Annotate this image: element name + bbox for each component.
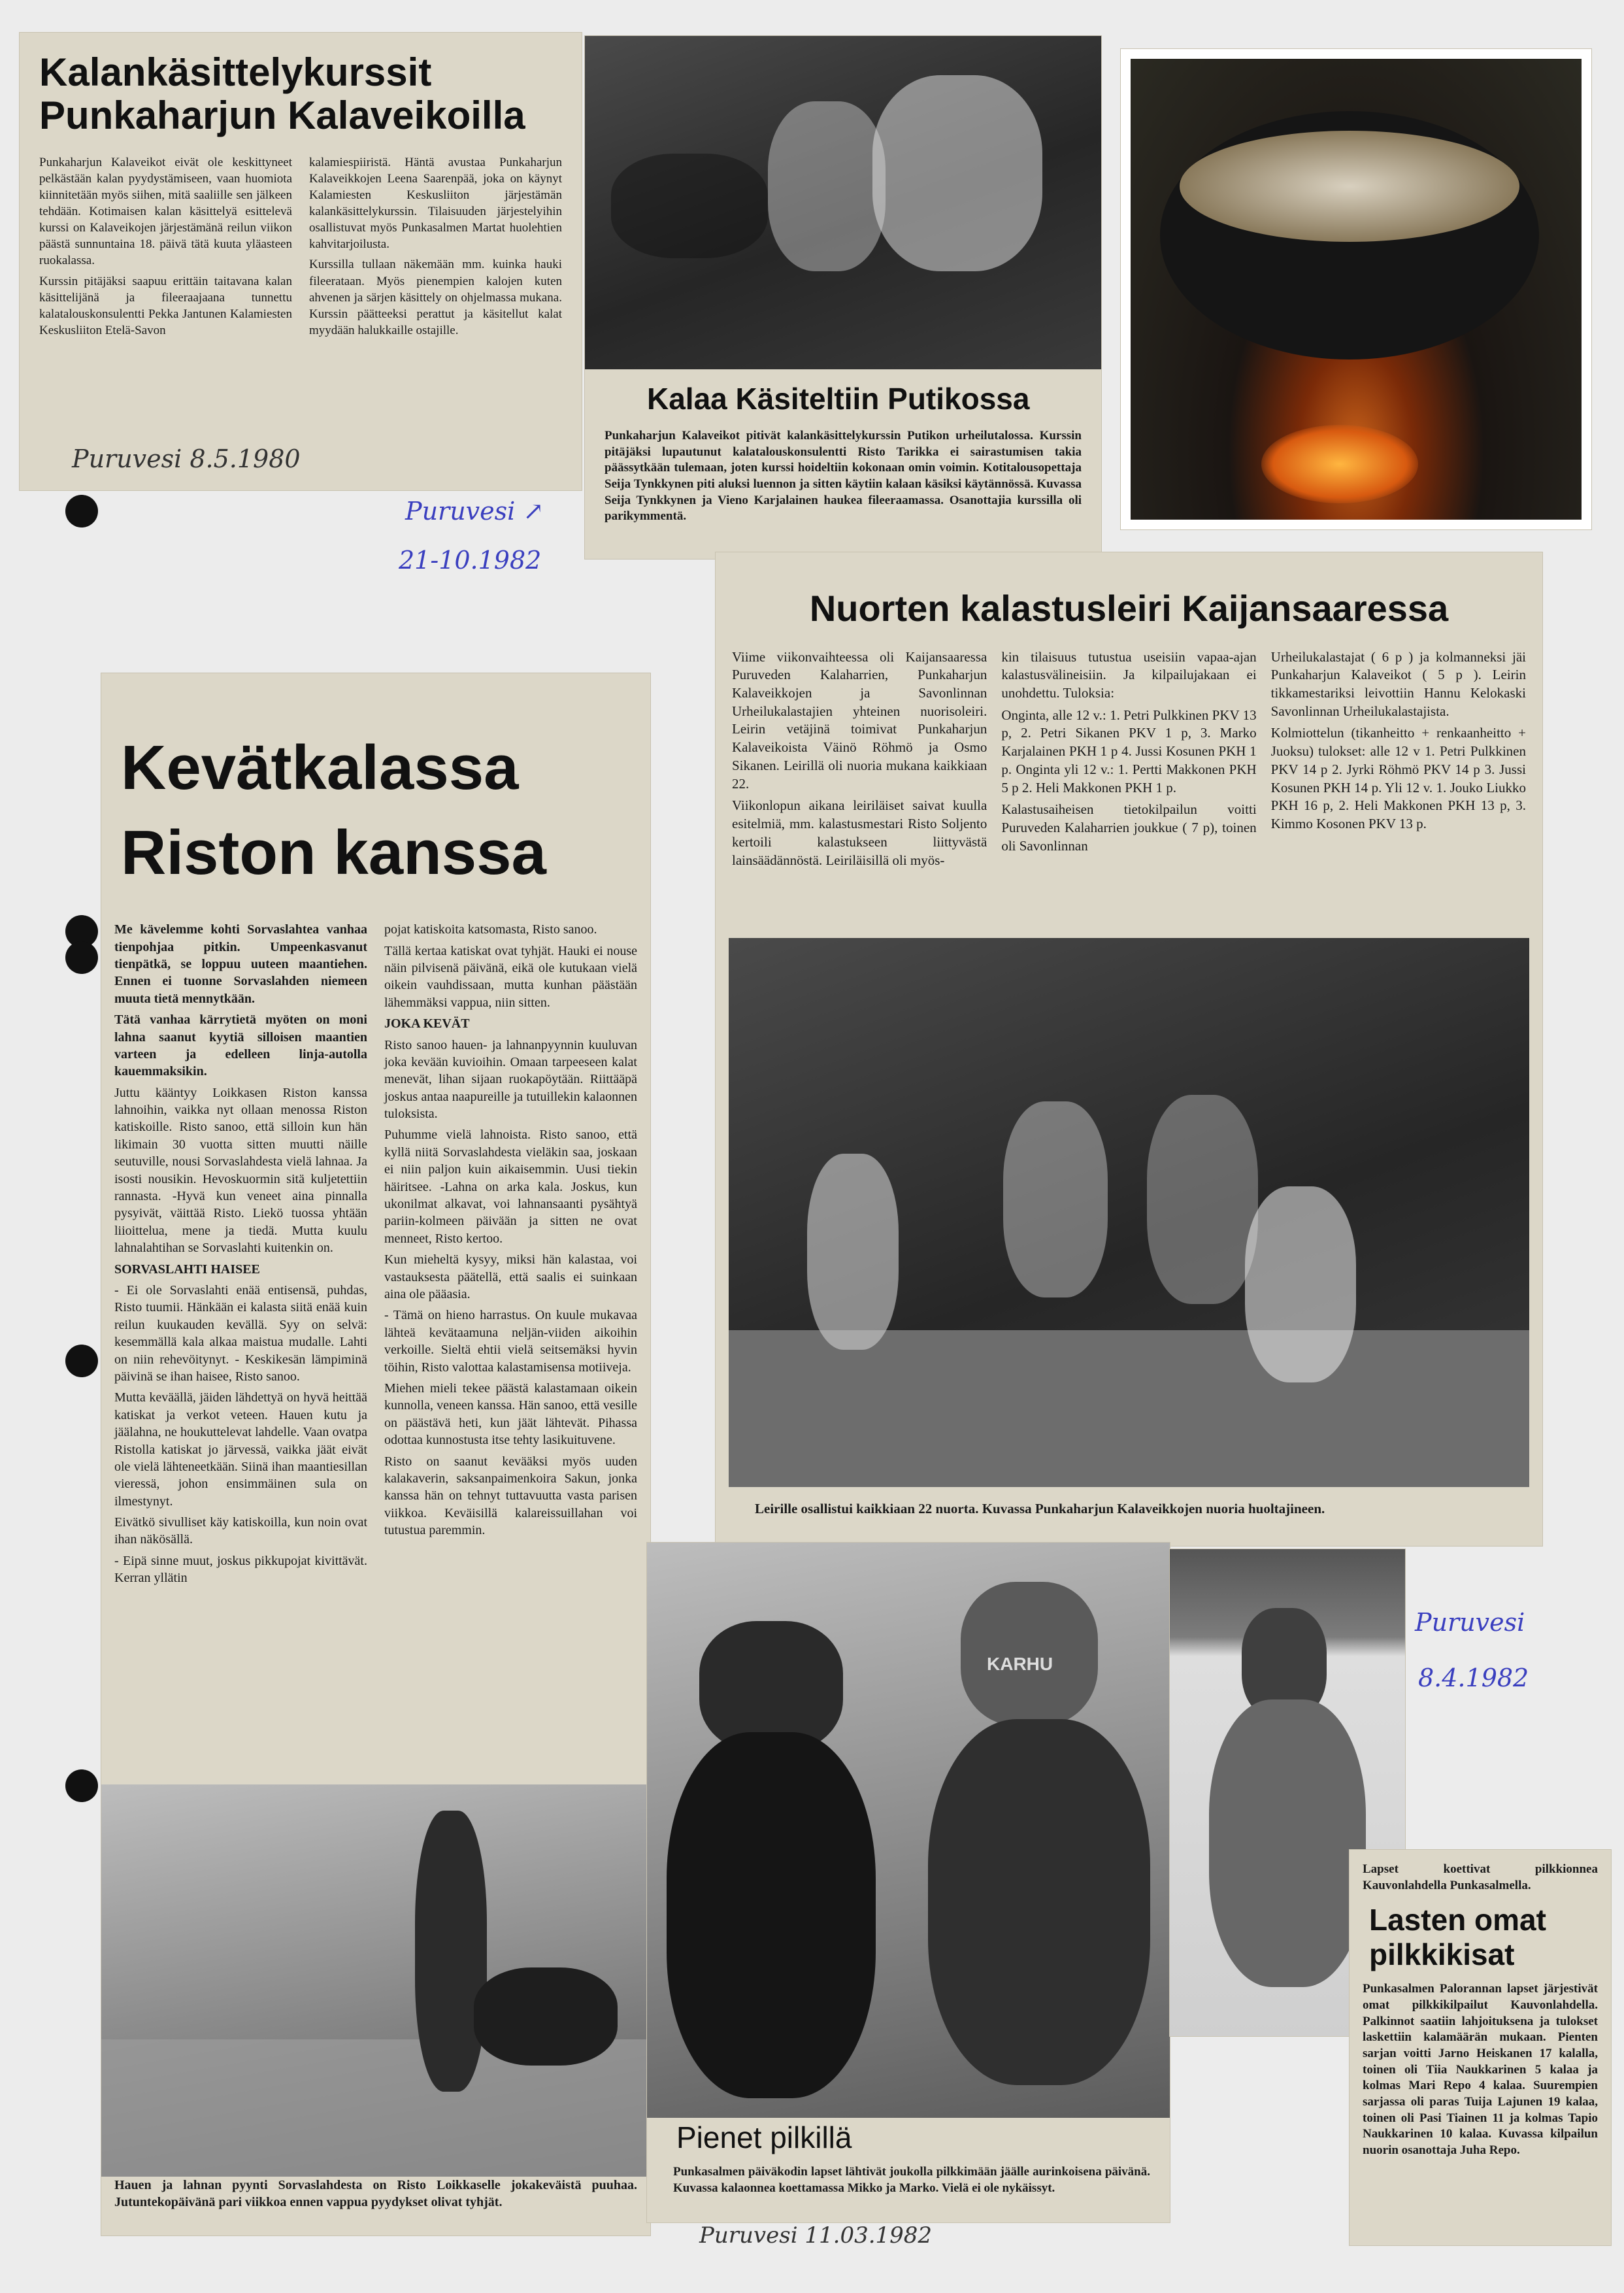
- column-2: pojat katiskoita katsomasta, Risto sanoo. Tällä kertaa katiskat ovat tyhjät. Hauki ei nouse näin pilvisenä päivänä, eikä ole kutukaan vielä oikein vauhdissaan, mutta kunhan päästään lähemmäksi vappua, niin sitten. JOKA KEVÄT Risto sanoo hauen- ja lahnanpyynnin kuuluvan joka kevään kuvioihin. Omaan tarpeeseen kalat menevät, lihan sijaan ruokapöytään. Riittääpä joskus antaa naapureille ja tutuillekin kalaonnen tuloksista. Puhumme vielä lahnoista. Risto sanoo, että kyllä niitä Sorvaslahdesta vieläkin saa, joskaan ei niin paljon kuin aikaisemmin. Uusi tiekin häiritsee. -Lahna on arka kala. Joskus, kun ukonilmat alkavat, voi lahnansaanti pysähtyä pariin-kolmeen päivään ja sitten ne ovat menneet, Risto kertoo. Kun mieheltä kysyy, miksi hän kalastaa, voi vastauksesta päätellä, että saalis ei suinkaan aina ole pääasia. - Tämä on hieno harrastus. On kuule mukavaa lähteä kevätaamuna neljän-viiden aikoihin verkoille. Sieltä ehtii vielä seitsemäksi hyvin töihin, Risto valottaa kalastamisensa motiiveja. Miehen mieli tekee päästä kalastamaan oikein kunnolla, veneen kanssa. Hän sanoo, että vesille on päästävä heti, kun jäät lähtevät. Pihassa odottaa kunnostusta itse tehty lasikuituvene. Risto on saanut kevääksi myös uuden kalakaverin, saksanpaimenkoira Sakun, jonka kanssa hän on tehnyt tuttavuutta vasta parisen viikkoa. Keväisillä kalareissuillahan voi tutustua paremmin.: [384, 922, 637, 1538]
- headline: Kalankäsittelykurssit Punkaharjun Kalaveikoilla: [39, 50, 525, 137]
- headline: Pienet pilkillä: [676, 2120, 852, 2154]
- clipping-kalankasittelykurssit: [20, 33, 582, 490]
- headline: Nuorten kalastusleiri Kaijansaaressa: [809, 588, 1449, 629]
- handwritten-date-note: 8.4.1982: [1418, 1664, 1529, 1692]
- column-3: Urheilukalastajat ( 6 p ) ja kolmanneksi jäi Punkaharjun Kalaveikot ( 5 p ). Leirin tikkamestariksi leivottiin Hannu Kelokaski Savonlinnan Urheilukalastajista. Kolmiottelun (tikanheitto + renkaanheitto + Juoksu) tulokset: alle 12 v 1. Petri Pulkkinen PKV 14 p 2. Jyrki Röhmö PKV 14 p 3. Jussi Kosunen PKH 14 p. Yli 12 v. 1. Jouko Liukko PKH 16 p, 2. Heli Makkonen PKH 13 p, 3. Kimmo Kosonen PKV 13 p.: [1270, 648, 1526, 832]
- color-photo-cooking-pot: [1121, 49, 1591, 529]
- photo-caption: Hauen ja lahnan pyynti Sorvaslahdesta on Risto Loikkaselle jokakeväistä puuhaa. Jutuntekopäivänä pari viikkoa ennen vappua pyydykset olivat tyhjät.: [114, 2178, 637, 2209]
- handwritten-date-note: Puruvesi: [1415, 1608, 1525, 1637]
- headline: Lasten omat pilkkikisat: [1369, 1903, 1546, 1972]
- photo-youth-group: [729, 938, 1529, 1487]
- clipping-kalaa-kasiteltiin: [585, 36, 1101, 559]
- column-1: Me kävelemme kohti Sorvaslahtea vanhaa tienpohjaa pitkin. Umpeenkasvanut tienpätkä, se loppuu uuteen maantiehen. Ennen ei tuonne Sorvaslahden niemeen muuta tietä mennytkään. Tätä vanhaa kärrytietä myöten on moni lahna saanut kyytiä silloisen maantien varteen ja edelleen linja-autolla kauemmaksikin. Juttu kääntyy Loikkasen Riston kanssa lahnoihin, vaikka nyt ollaan menossa Riston katiskoille. Risto sanoo, että silloin kun hän likimain 30 vuotta sitten muutti näille seutuville, nousi Sorvaslahdesta vielä lahnaa. Ja isosti nousikin. Hevoskuormin sitä kuljetettiin rannasta. -Hyvä kun veneet aina pinnalla pysyivät, väittää Risto. Liekö tuossa yhtään liioittelua, mene ja tiedä. Mutta kuulu lahnalahtihan se Sorvaslahti kuitenkin on. SORVASLAHTI HAISEE - Ei ole Sorvaslahti enää entisensä, puhdas, Risto tuumii. Hänkään ei kalasta siitä enää kuin reilun kuukauden kevällä. Syy on selvä: kesemmällä kala alkaa maistua mudalle. Lahti on niin rehevöitynyt. - Keskikesän lämpiminä päivinä se ihan haisee, Risto sanoo. Mutta keväällä, jäiden lähdettyä on hyvä heittää katiskat ja verkot veteen. Hauen kutu ja jäälahna, ne houkuttelevat lahdelle. Vaan ovatpa Ristolla katiskat jo järvessä, vaikka jäät eivät ole vielä lähteneetkään. Siinä ihan maantiesillan vieressä, johon ensimmäinen sula on ilmestynyt. Eivätkö sivulliset käy katiskoilla, kun noin ovat ihan näkösällä. - Eipä sinne muut, joskus pikkupojat kivittävät. Kerran yllätin: [114, 922, 367, 1586]
- headline: Kevätkalassa Riston kanssa: [121, 733, 546, 888]
- headline: Kalaa Käsiteltiin Putikossa: [647, 382, 1030, 416]
- article-text: Punkaharjun Kalaveikot pitivät kalankäsittelykurssin Putikon urheilutalossa. Kurssin pitäjäksi lupautunut kalatalouskonsulentti Risto Tarikka ei sairastumisen takia päässytkään tulemaan, joten kurssi hoideltiin kokonaan omin voimin. Kotitalousopettaja Seija Tynkkynen piti aluksi luennon ja sitten käytiin kalaan käsiksi käytännössä. Kuvassa Seija Tynkkynen ja Vieno Karjalainen haukea fileeraamassa. Osanottajia kurssilla oli parikymmentä.: [605, 429, 1082, 524]
- photo-fish-filleting: [585, 36, 1101, 369]
- binder-hole: [65, 941, 98, 974]
- hat-text: KARHU: [987, 1654, 1053, 1674]
- binder-hole: [65, 1345, 98, 1377]
- clipping-pienet-pilkilla: [647, 1543, 1170, 2222]
- binder-hole: [65, 495, 98, 527]
- column-1: Punkaharjun Kalaveikot eivät ole keskittyneet pelkästään kalan pyydystämiseen, vaan huomiota kiinnitetään myös siihen, mitä saaliille sen jälkeen tehdään. Kotimaisen kalan käsittelyä esittelevä kurssi on Kalaveikojen järjestämänä reilun viikon päästä sunnuntaina 18. päivä tätä kuuta yläasteen ruokalassa. Kurssin pitäjäksi saapuu erittäin taitavana kalan käsittelijänä ja fileeraajaana tunnettu kalatalouskonsulentti Pekka Jantunen Kalamiesten Keskusliiton Etelä-Savon: [39, 156, 292, 337]
- handwritten-date-note: Puruvesi 8.5.1980: [72, 444, 301, 473]
- binder-hole: [65, 1769, 98, 1802]
- handwritten-date-note: Puruvesi ↗: [405, 497, 544, 526]
- column-2: kin tilaisuus tutustua useisiin vapaa-ajan kalastusvälineisiin. Ja kilpailujakaan ei unohdettu. Tuloksia: Onginta, alle 12 v.: 1. Petri Pulkkinen PKV 13 p, 2. Petri Sikanen PKV 1 p, 3. Marko Karjalainen PKH 1 p 4. Jussi Kosunen PKH 1 p. Onginta yli 12 v.: 1. Pertti Makkonen PKH 5 p 2. Heli Makkonen PKH 1 p. Kalastusaiheisen tietokilpailun voitti Puruveden Kalaharrien joukkue ( 7 p), toinen oli Savonlinnan: [1001, 648, 1257, 854]
- clipping-kalastusleiri: [716, 552, 1542, 1546]
- photo-caption: Lapset koettivat pilkkionnea Kauvonlahdella Punkasalmella.: [1363, 1862, 1598, 1892]
- clipping-kevatkalassa: [101, 673, 650, 2235]
- article-text: Punkasalmen Palorannan lapset järjestivät omat pilkkikilpailut Kauvonlahdella. Palkinnot saatiin lahjoituksena ja tulokset laskettiin kalamäärän mukaan. Pienten sarjan voitti Jarno Heiskanen 17 kalalla, toinen oli Tiia Naukkarinen 5 kalaa ja kolmas Mari Repo 4 kalaa. Suurempien sarjassa oli paras Tuija Lajunen 19 kalaa, toinen oli Pasi Tiainen 11 ja kolmas Tapio Naukkarinen 10 kalaa. Kuvassa kilpailun nuorin osanottaja Juha Repo.: [1363, 1982, 1598, 2158]
- handwritten-date-note: 21-10.1982: [399, 546, 542, 575]
- column-2: kalamiespiiristä. Häntä avustaa Punkaharjun Kalaveikkojen Leena Saarenpää, joka on käynyt Kalamiesten Keskusliiton järjestämän kalankäsittelykurssin. Tilaisuuden järjestelyihin osallistuvat myös Punkasalmen Martat huolehtien kahvitarjoilusta. Kurssilla tullaan näkemään mm. kuinka hauki fileerataan. Myös pienempien kalojen kuten ahvenen ja särjen käsittely on ohjelmassa mukana. Kurssin päätteeksi perattut ja käsitellut kalat myydään halukkaille ostajille.: [309, 156, 562, 337]
- photo-children-ice-fishing: [647, 1543, 1170, 2118]
- photo-caption: Leirille osallistui kaikkiaan 22 nuorta. Kuvassa Punkaharjun Kalaveikkojen nuoria huoltajineen.: [755, 1501, 1325, 1516]
- handwritten-date-note: Puruvesi 11.03.1982: [699, 2222, 933, 2249]
- photo-risto-with-dog: [101, 1784, 650, 2177]
- article-text: Punkasalmen päiväkodin lapset lähtivät joukolla pilkkimään jäälle aurinkoisena päivänä. Kuvassa kalaonnea koettamassa Mikko ja Marko. Vielä ei ole nykäissyt.: [673, 2165, 1150, 2196]
- column-1: Viime viikonvaihteessa oli Kaijansaaressa Puruveden Kalaharrien, Punkaharjun Kalaveikkojen ja Savonlinnan Urheilukalastajien yhteinen nuorisoleiri. Leirin vetäjinä toimivat Punkaharjun Kalaveikoista Väinö Röhmö ja Osmo Sikanen. Leirillä oli nuoria mukana kaikkiaan 22. Viikonlopun aikana leiriläiset saivat kuulla esitelmiä, mm. kalastusmestari Risto Soljento kertoili kalastukseen liittyvästä lainsäädännöstä. Leiriläisillä oli myös-: [732, 648, 987, 868]
- clipping-lasten-omat-pilkkikisat: [1350, 1850, 1611, 2245]
